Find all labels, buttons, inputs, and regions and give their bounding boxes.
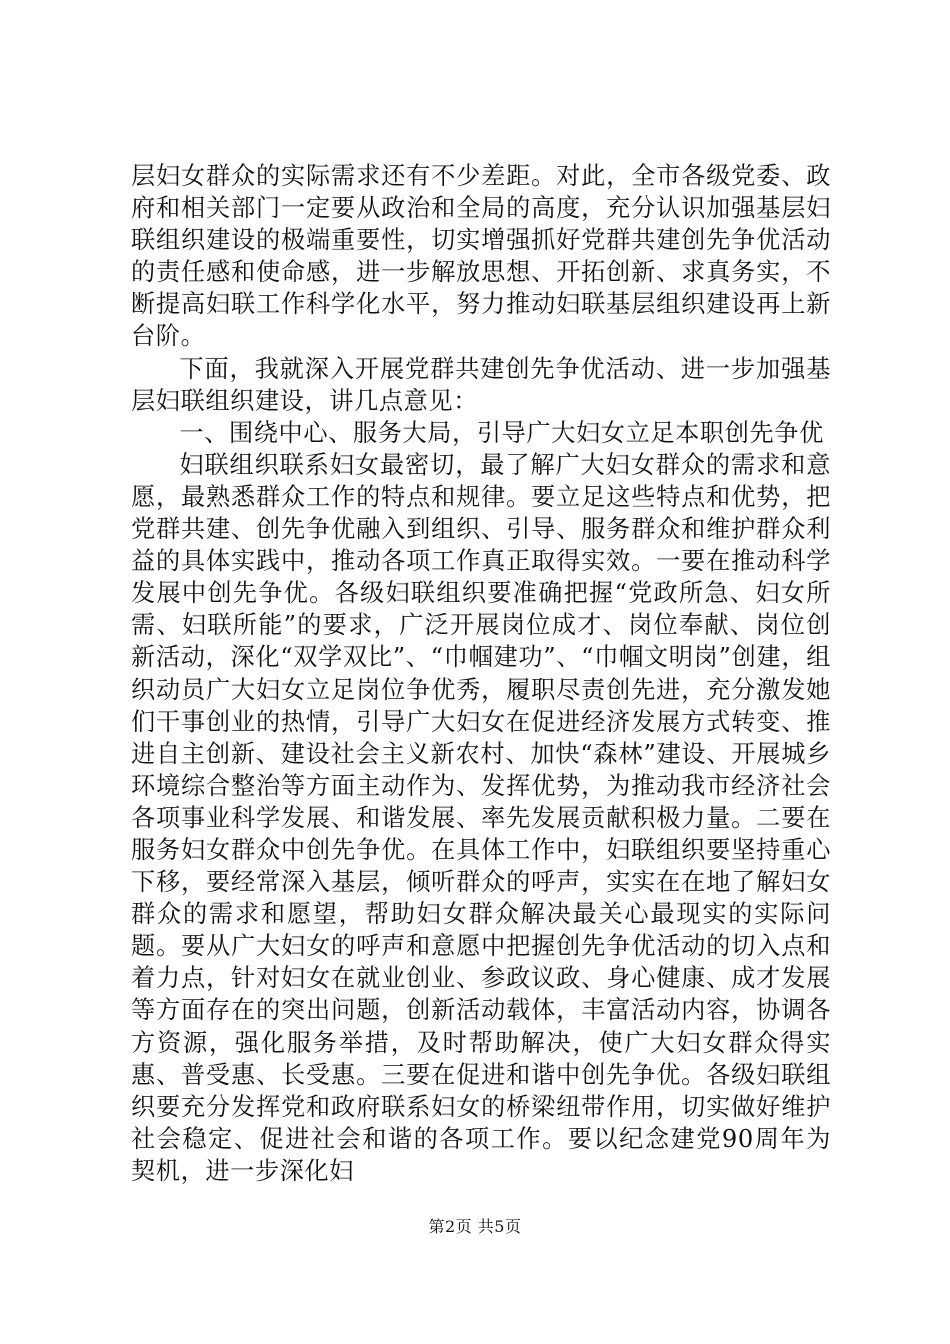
paragraph-continuation: 层妇女群众的实际需求还有不少差距。对此，全市各级党委、政府和相关部门一定要从政治和全局的高度，充分认识加强基层妇联组织建设的极端重要性，切实增强抓好党群共建创先争优活动的责任感和使命感，进一步解放思想、开拓创新、求真务实，不断提高妇联工作科学化水平，努力推动妇联基层组织建设再上新台阶。 — [131, 162, 831, 351]
document-body — [131, 160, 831, 1187]
page-footer: 第2页 共5页 — [428, 1217, 522, 1236]
paragraph-section-body: 妇联组织联系妇女最密切，最了解广大妇女群众的需求和意愿，最熟悉群众工作的特点和规律。要立足这些特点和优势，把党群共建、创先争优融入到组织、引导、服务群众和维护群众利益的具体实践中，推动各项工作真正取得实效。一要在推动科学发展中创先争优。各级妇联组织要准确把握“党政所急、妇女所需、妇联所能”的要求，广泛开展岗位成才、岗位奉献、岗位创新活动，深化“双学双比”、“巾帼建功”、“巾帼文明岗”创建，组织动员广大妇女立足岗位争优秀，履职尽责创先进，充分激发她们干事创业的热情，引导广大妇女在促进经济发展方式转变、推进自主创新、建设社会主义新农村、加快“森林”建设、开展城乡环境综合整治等方面主动作为、发挥优势，为推动我市经济社会各项事业科学发展、和谐发展、率先发展贡献积极力量。二要在服务妇女群众中创先争优。在具体工作中，妇联组织要坚持重心下移，要经常深入基层，倾听群众的呼声，实实在在地了解妇女群众的需求和愿望，帮助妇女群众解决最关心最现实的实际问题。要从广大妇女的呼声和意愿中把握创先争优活动的切入点和着力点，针对妇女在就业创业、参政议政、身心健康、成才发展等方面存在的突出问题，创新活动载体，丰富活动内容，协调各方资源，强化服务举措，及时帮助解决，使广大妇女群众得实惠、普受惠、长受惠。三要在促进和谐中创先争优。各级妇联组织要充分发挥党和政府联系妇女的桥梁纽带作用，切实做好维护社会稳定、促进社会和谐的各项工作。要以纪念建党90周年为契机，进一步深化妇 — [131, 450, 831, 1185]
paragraph-intro: 下面，我就深入开展党群共建创先争优活动、进一步加强基层妇联组织建设，讲几点意见： — [131, 354, 831, 415]
section-heading: 一、围绕中心、服务大局，引导广大妇女立足本职创先争优 — [179, 418, 824, 447]
